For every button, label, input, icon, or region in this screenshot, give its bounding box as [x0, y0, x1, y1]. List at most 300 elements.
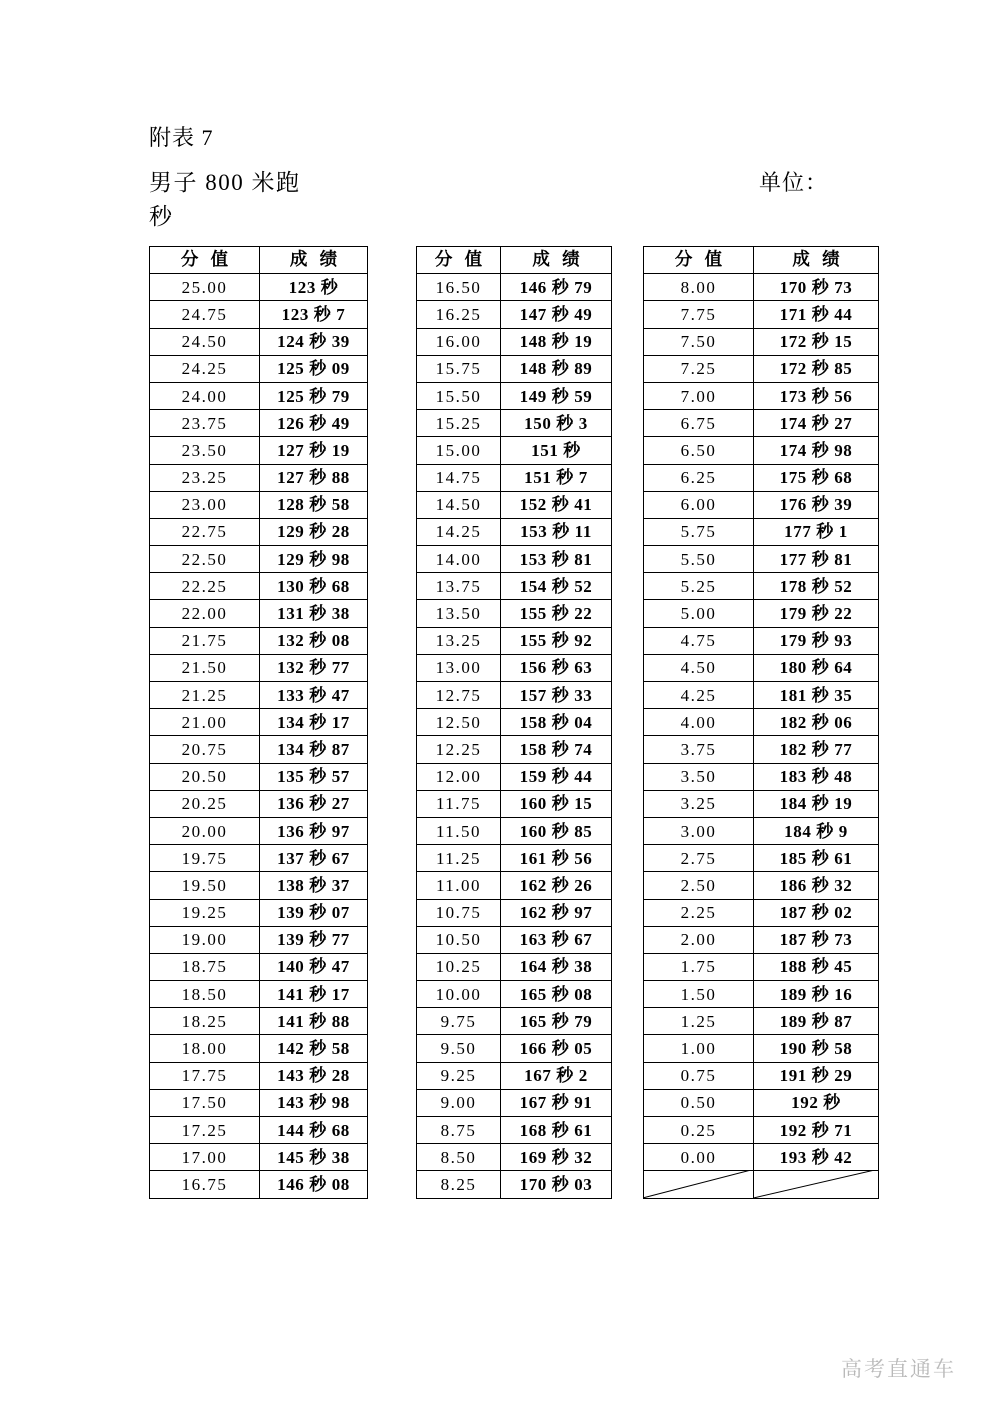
table-body [417, 274, 612, 1198]
table-row [644, 926, 879, 953]
cell-score: 5.50 [644, 546, 754, 573]
cell-score: 7.00 [644, 382, 754, 409]
table-head [150, 247, 368, 274]
table-row [150, 546, 368, 573]
cell-score: 11.50 [417, 817, 501, 844]
table-row [417, 274, 612, 301]
table-row [150, 328, 368, 355]
cell-result: 166 秒 05 [501, 1035, 612, 1062]
cell-score: 18.75 [150, 953, 260, 980]
cell-result: 184 秒 19 [754, 790, 879, 817]
table-row [150, 627, 368, 654]
table-row [150, 1117, 368, 1144]
cell-result: 187 秒 02 [754, 899, 879, 926]
cell-score: 12.75 [417, 682, 501, 709]
cell-result: 134 秒 87 [260, 736, 368, 763]
cell-score: 12.00 [417, 763, 501, 790]
table-row [644, 682, 879, 709]
cell-result: 139 秒 07 [260, 899, 368, 926]
cell-result: 127 秒 88 [260, 464, 368, 491]
cell-score: 15.00 [417, 437, 501, 464]
cell-score: 19.00 [150, 926, 260, 953]
empty-slashed-cell-result [754, 1171, 879, 1198]
cell-score: 22.00 [150, 600, 260, 627]
cell-result: 152 秒 41 [501, 491, 612, 518]
cell-result: 148 秒 19 [501, 328, 612, 355]
cell-result: 129 秒 98 [260, 546, 368, 573]
cell-result: 127 秒 19 [260, 437, 368, 464]
cell-result: 170 秒 73 [754, 274, 879, 301]
cell-score: 24.75 [150, 301, 260, 328]
cell-result: 172 秒 85 [754, 355, 879, 382]
cell-result: 136 秒 97 [260, 817, 368, 844]
table-row [644, 464, 879, 491]
cell-score: 18.00 [150, 1035, 260, 1062]
cell-score: 5.75 [644, 518, 754, 545]
table-row [644, 899, 879, 926]
table-row [644, 953, 879, 980]
cell-score: 16.75 [150, 1171, 260, 1198]
table-row [150, 872, 368, 899]
table-row [644, 410, 879, 437]
table-row [417, 382, 612, 409]
table-row [644, 437, 879, 464]
cell-score: 2.25 [644, 899, 754, 926]
cell-score: 3.75 [644, 736, 754, 763]
cell-score: 7.75 [644, 301, 754, 328]
column-header-score: 分 值 [417, 247, 501, 274]
watermark: 高考直通车 [841, 1358, 956, 1381]
cell-result: 141 秒 88 [260, 1008, 368, 1035]
cell-result: 157 秒 33 [501, 682, 612, 709]
cell-score: 23.00 [150, 491, 260, 518]
cell-result: 148 秒 89 [501, 355, 612, 382]
table-row [150, 790, 368, 817]
cell-result: 151 秒 7 [501, 464, 612, 491]
cell-score: 19.75 [150, 845, 260, 872]
title-area [149, 122, 929, 232]
cell-result: 193 秒 42 [754, 1144, 879, 1171]
column-header-score: 分 值 [644, 247, 754, 274]
table-row [150, 1144, 368, 1171]
cell-result: 179 秒 93 [754, 627, 879, 654]
cell-score: 10.75 [417, 899, 501, 926]
table-row [150, 763, 368, 790]
cell-result: 159 秒 44 [501, 763, 612, 790]
table-row [417, 328, 612, 355]
cell-result: 177 秒 81 [754, 546, 879, 573]
cell-result: 161 秒 56 [501, 845, 612, 872]
cell-result: 188 秒 45 [754, 953, 879, 980]
cell-score: 0.00 [644, 1144, 754, 1171]
table-row [417, 736, 612, 763]
cell-result: 160 秒 15 [501, 790, 612, 817]
cell-score: 10.00 [417, 981, 501, 1008]
cell-score: 19.50 [150, 872, 260, 899]
table-row [150, 953, 368, 980]
cell-score: 12.50 [417, 709, 501, 736]
cell-result: 165 秒 79 [501, 1008, 612, 1035]
table-row [150, 410, 368, 437]
table-row [417, 709, 612, 736]
cell-result: 133 秒 47 [260, 682, 368, 709]
table-row [150, 382, 368, 409]
table-row [644, 709, 879, 736]
table-row [417, 817, 612, 844]
table-row [644, 1089, 879, 1116]
cell-result: 156 秒 63 [501, 654, 612, 681]
table-row [150, 1008, 368, 1035]
cell-score: 8.00 [644, 274, 754, 301]
table-row [150, 464, 368, 491]
cell-score: 18.50 [150, 981, 260, 1008]
cell-result: 178 秒 52 [754, 573, 879, 600]
table-row [150, 518, 368, 545]
cell-score: 3.25 [644, 790, 754, 817]
cell-result: 125 秒 09 [260, 355, 368, 382]
cell-score: 9.25 [417, 1062, 501, 1089]
table-row [644, 627, 879, 654]
table-row [150, 845, 368, 872]
cell-result: 192 秒 [754, 1089, 879, 1116]
table-row [417, 1035, 612, 1062]
table-row [644, 1035, 879, 1062]
cell-score: 3.00 [644, 817, 754, 844]
table-row [150, 1089, 368, 1116]
table-row [150, 736, 368, 763]
cell-score: 13.50 [417, 600, 501, 627]
cell-result: 184 秒 9 [754, 817, 879, 844]
cell-score: 13.75 [417, 573, 501, 600]
cell-score: 2.00 [644, 926, 754, 953]
cell-score: 11.75 [417, 790, 501, 817]
cell-score: 16.00 [417, 328, 501, 355]
cell-score: 13.00 [417, 654, 501, 681]
table-body [644, 274, 879, 1198]
cell-result: 136 秒 27 [260, 790, 368, 817]
cell-score: 10.50 [417, 926, 501, 953]
cell-score: 20.25 [150, 790, 260, 817]
table-row [150, 491, 368, 518]
table-header-row [417, 247, 612, 274]
table-row [417, 546, 612, 573]
column-header-result: 成 绩 [501, 247, 612, 274]
table-row [417, 627, 612, 654]
table-row [644, 382, 879, 409]
table-row [417, 1062, 612, 1089]
cell-score: 17.00 [150, 1144, 260, 1171]
table-row [644, 546, 879, 573]
cell-score: 14.75 [417, 464, 501, 491]
cell-result: 175 秒 68 [754, 464, 879, 491]
table-row [644, 355, 879, 382]
cell-score: 21.00 [150, 709, 260, 736]
cell-result: 130 秒 68 [260, 573, 368, 600]
cell-result: 139 秒 77 [260, 926, 368, 953]
column-header-result: 成 绩 [754, 247, 879, 274]
cell-score: 22.75 [150, 518, 260, 545]
cell-score: 1.00 [644, 1035, 754, 1062]
cell-result: 146 秒 79 [501, 274, 612, 301]
score-table-block-3 [643, 246, 879, 1199]
cell-result: 123 秒 7 [260, 301, 368, 328]
cell-result: 167 秒 91 [501, 1089, 612, 1116]
table-row [417, 464, 612, 491]
table-row [417, 926, 612, 953]
cell-score: 24.25 [150, 355, 260, 382]
cell-result: 155 秒 92 [501, 627, 612, 654]
table-row [644, 600, 879, 627]
table-row [417, 654, 612, 681]
table-row [417, 491, 612, 518]
cell-result: 169 秒 32 [501, 1144, 612, 1171]
cell-score: 13.25 [417, 627, 501, 654]
table-row [644, 491, 879, 518]
cell-result: 170 秒 03 [501, 1171, 612, 1198]
page-title: 男子 800 米跑 [149, 170, 301, 195]
table-row [417, 872, 612, 899]
cell-score: 21.50 [150, 654, 260, 681]
cell-score: 22.50 [150, 546, 260, 573]
cell-score: 23.50 [150, 437, 260, 464]
cell-score: 4.00 [644, 709, 754, 736]
table-row [150, 301, 368, 328]
table-row [644, 1062, 879, 1089]
cell-score: 10.25 [417, 953, 501, 980]
cell-score: 6.00 [644, 491, 754, 518]
cell-score: 19.25 [150, 899, 260, 926]
cell-result: 155 秒 22 [501, 600, 612, 627]
table-row [150, 1171, 368, 1198]
cell-score: 9.00 [417, 1089, 501, 1116]
cell-result: 171 秒 44 [754, 301, 879, 328]
cell-result: 189 秒 87 [754, 1008, 879, 1035]
cell-score: 20.75 [150, 736, 260, 763]
table-row [150, 654, 368, 681]
cell-score: 7.50 [644, 328, 754, 355]
table-row [150, 817, 368, 844]
cell-score: 6.25 [644, 464, 754, 491]
cell-score: 20.00 [150, 817, 260, 844]
cell-result: 154 秒 52 [501, 573, 612, 600]
cell-result: 145 秒 38 [260, 1144, 368, 1171]
cell-score: 2.75 [644, 845, 754, 872]
cell-result: 186 秒 32 [754, 872, 879, 899]
cell-result: 177 秒 1 [754, 518, 879, 545]
cell-result: 138 秒 37 [260, 872, 368, 899]
table-row [150, 926, 368, 953]
cell-score: 6.75 [644, 410, 754, 437]
cell-result: 187 秒 73 [754, 926, 879, 953]
table-row [150, 1035, 368, 1062]
cell-result: 192 秒 71 [754, 1117, 879, 1144]
score-table-block-2 [416, 246, 612, 1199]
cell-score: 0.25 [644, 1117, 754, 1144]
table-row [417, 518, 612, 545]
cell-result: 140 秒 47 [260, 953, 368, 980]
cell-score: 24.00 [150, 382, 260, 409]
cell-score: 9.50 [417, 1035, 501, 1062]
cell-score: 8.50 [417, 1144, 501, 1171]
table-row [417, 845, 612, 872]
cell-result: 123 秒 [260, 274, 368, 301]
table-row [417, 1144, 612, 1171]
score-tables-container [149, 246, 889, 1199]
table-head [644, 247, 879, 274]
table-row [417, 1171, 612, 1198]
cell-score: 17.25 [150, 1117, 260, 1144]
cell-score: 4.75 [644, 627, 754, 654]
cell-result: 128 秒 58 [260, 491, 368, 518]
cell-score: 1.25 [644, 1008, 754, 1035]
cell-result: 174 秒 27 [754, 410, 879, 437]
cell-score: 8.75 [417, 1117, 501, 1144]
cell-result: 153 秒 81 [501, 546, 612, 573]
cell-score: 7.25 [644, 355, 754, 382]
table-row [644, 817, 879, 844]
table-row [644, 1008, 879, 1035]
table-row [417, 790, 612, 817]
cell-result: 182 秒 77 [754, 736, 879, 763]
table-row [417, 437, 612, 464]
table-row [644, 1171, 879, 1198]
cell-score: 4.25 [644, 682, 754, 709]
cell-result: 149 秒 59 [501, 382, 612, 409]
cell-result: 132 秒 77 [260, 654, 368, 681]
table-row [417, 1008, 612, 1035]
cell-result: 181 秒 35 [754, 682, 879, 709]
cell-result: 190 秒 58 [754, 1035, 879, 1062]
cell-result: 183 秒 48 [754, 763, 879, 790]
cell-score: 17.50 [150, 1089, 260, 1116]
cell-score: 16.25 [417, 301, 501, 328]
cell-score: 24.50 [150, 328, 260, 355]
table-row [417, 682, 612, 709]
cell-result: 131 秒 38 [260, 600, 368, 627]
cell-score: 11.25 [417, 845, 501, 872]
table-row [417, 1117, 612, 1144]
cell-score: 9.75 [417, 1008, 501, 1035]
cell-score: 23.75 [150, 410, 260, 437]
cell-score: 1.50 [644, 981, 754, 1008]
cell-result: 137 秒 67 [260, 845, 368, 872]
table-row [417, 410, 612, 437]
cell-result: 124 秒 39 [260, 328, 368, 355]
table-row [644, 845, 879, 872]
table-body [150, 274, 368, 1198]
cell-score: 15.75 [417, 355, 501, 382]
cell-result: 173 秒 56 [754, 382, 879, 409]
table-row [150, 437, 368, 464]
cell-score: 0.75 [644, 1062, 754, 1089]
cell-result: 172 秒 15 [754, 328, 879, 355]
cell-result: 146 秒 08 [260, 1171, 368, 1198]
appendix-label: 附表 7 [149, 125, 214, 150]
cell-result: 189 秒 16 [754, 981, 879, 1008]
cell-result: 160 秒 85 [501, 817, 612, 844]
cell-result: 129 秒 28 [260, 518, 368, 545]
table-row [150, 600, 368, 627]
cell-score: 2.50 [644, 872, 754, 899]
cell-result: 162 秒 97 [501, 899, 612, 926]
cell-result: 158 秒 04 [501, 709, 612, 736]
table-row [417, 981, 612, 1008]
table-row [417, 899, 612, 926]
table-row [150, 709, 368, 736]
cell-result: 147 秒 49 [501, 301, 612, 328]
cell-score: 15.25 [417, 410, 501, 437]
cell-score: 11.00 [417, 872, 501, 899]
cell-score: 1.75 [644, 953, 754, 980]
table-row [150, 981, 368, 1008]
cell-result: 153 秒 11 [501, 518, 612, 545]
table-row [417, 1089, 612, 1116]
table-row [644, 518, 879, 545]
table-row [644, 573, 879, 600]
table-row [417, 355, 612, 382]
unit-value: 秒 [149, 204, 174, 229]
column-header-score: 分 值 [150, 247, 260, 274]
cell-result: 185 秒 61 [754, 845, 879, 872]
table-row [644, 274, 879, 301]
table-head [417, 247, 612, 274]
table-row [644, 1117, 879, 1144]
cell-score: 23.25 [150, 464, 260, 491]
cell-score: 21.75 [150, 627, 260, 654]
cell-score: 12.25 [417, 736, 501, 763]
cell-result: 182 秒 06 [754, 709, 879, 736]
table-row [417, 953, 612, 980]
cell-score: 0.50 [644, 1089, 754, 1116]
table-row [150, 355, 368, 382]
cell-score: 25.00 [150, 274, 260, 301]
cell-score: 14.00 [417, 546, 501, 573]
cell-result: 125 秒 79 [260, 382, 368, 409]
cell-score: 8.25 [417, 1171, 501, 1198]
table-row [150, 899, 368, 926]
cell-result: 165 秒 08 [501, 981, 612, 1008]
cell-score: 15.50 [417, 382, 501, 409]
cell-result: 176 秒 39 [754, 491, 879, 518]
cell-score: 22.25 [150, 573, 260, 600]
table-row [417, 600, 612, 627]
cell-score: 6.50 [644, 437, 754, 464]
cell-score: 14.25 [417, 518, 501, 545]
table-row [644, 736, 879, 763]
cell-result: 174 秒 98 [754, 437, 879, 464]
cell-result: 150 秒 3 [501, 410, 612, 437]
table-row [150, 274, 368, 301]
cell-score: 17.75 [150, 1062, 260, 1089]
table-row [150, 682, 368, 709]
cell-result: 180 秒 64 [754, 654, 879, 681]
cell-result: 164 秒 38 [501, 953, 612, 980]
cell-score: 5.25 [644, 573, 754, 600]
table-row [644, 328, 879, 355]
cell-result: 163 秒 67 [501, 926, 612, 953]
cell-score: 5.00 [644, 600, 754, 627]
table-row [644, 790, 879, 817]
cell-result: 191 秒 29 [754, 1062, 879, 1089]
table-row [417, 763, 612, 790]
cell-score: 14.50 [417, 491, 501, 518]
cell-result: 126 秒 49 [260, 410, 368, 437]
cell-score: 4.50 [644, 654, 754, 681]
cell-result: 168 秒 61 [501, 1117, 612, 1144]
table-row [150, 573, 368, 600]
cell-result: 162 秒 26 [501, 872, 612, 899]
empty-slashed-cell-score [644, 1171, 754, 1198]
